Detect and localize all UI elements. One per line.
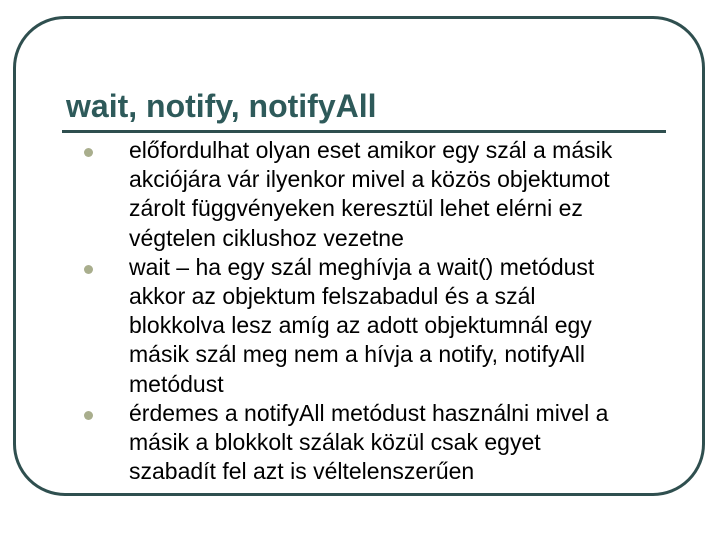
- slide-title: wait, notify, notifyAll: [66, 88, 377, 124]
- bullet-text: érdemes a notifyAll metódust használni mivel a másik a blokkolt szálak közül csak egyet szabadít fel azt is véltelenszerűen: [129, 399, 609, 485]
- bullet-list: [78, 136, 698, 486]
- bullet-text: wait – ha egy szál meghívja a wait() metódust akkor az objektum felszabadul és a szál blokkolva lesz amíg az adott objektumnál egy másik szál meg nem a hívja a notify, notifyAll metódust: [129, 253, 595, 397]
- bullet-item: [78, 136, 698, 253]
- bullet-dot-icon: [84, 411, 93, 420]
- title-underline: [62, 130, 666, 133]
- bullet-dot-icon: [84, 265, 93, 274]
- bullet-dot-icon: [84, 148, 93, 157]
- bullet-text: előfordulhat olyan eset amikor egy szál a másik akciójára vár ilyenkor mivel a közös objektumot zárolt függvényeken keresztül lehet elérni ez végtelen ciklushoz vezetne: [129, 137, 613, 251]
- bullet-item: [78, 399, 698, 487]
- bullet-item: [78, 253, 698, 399]
